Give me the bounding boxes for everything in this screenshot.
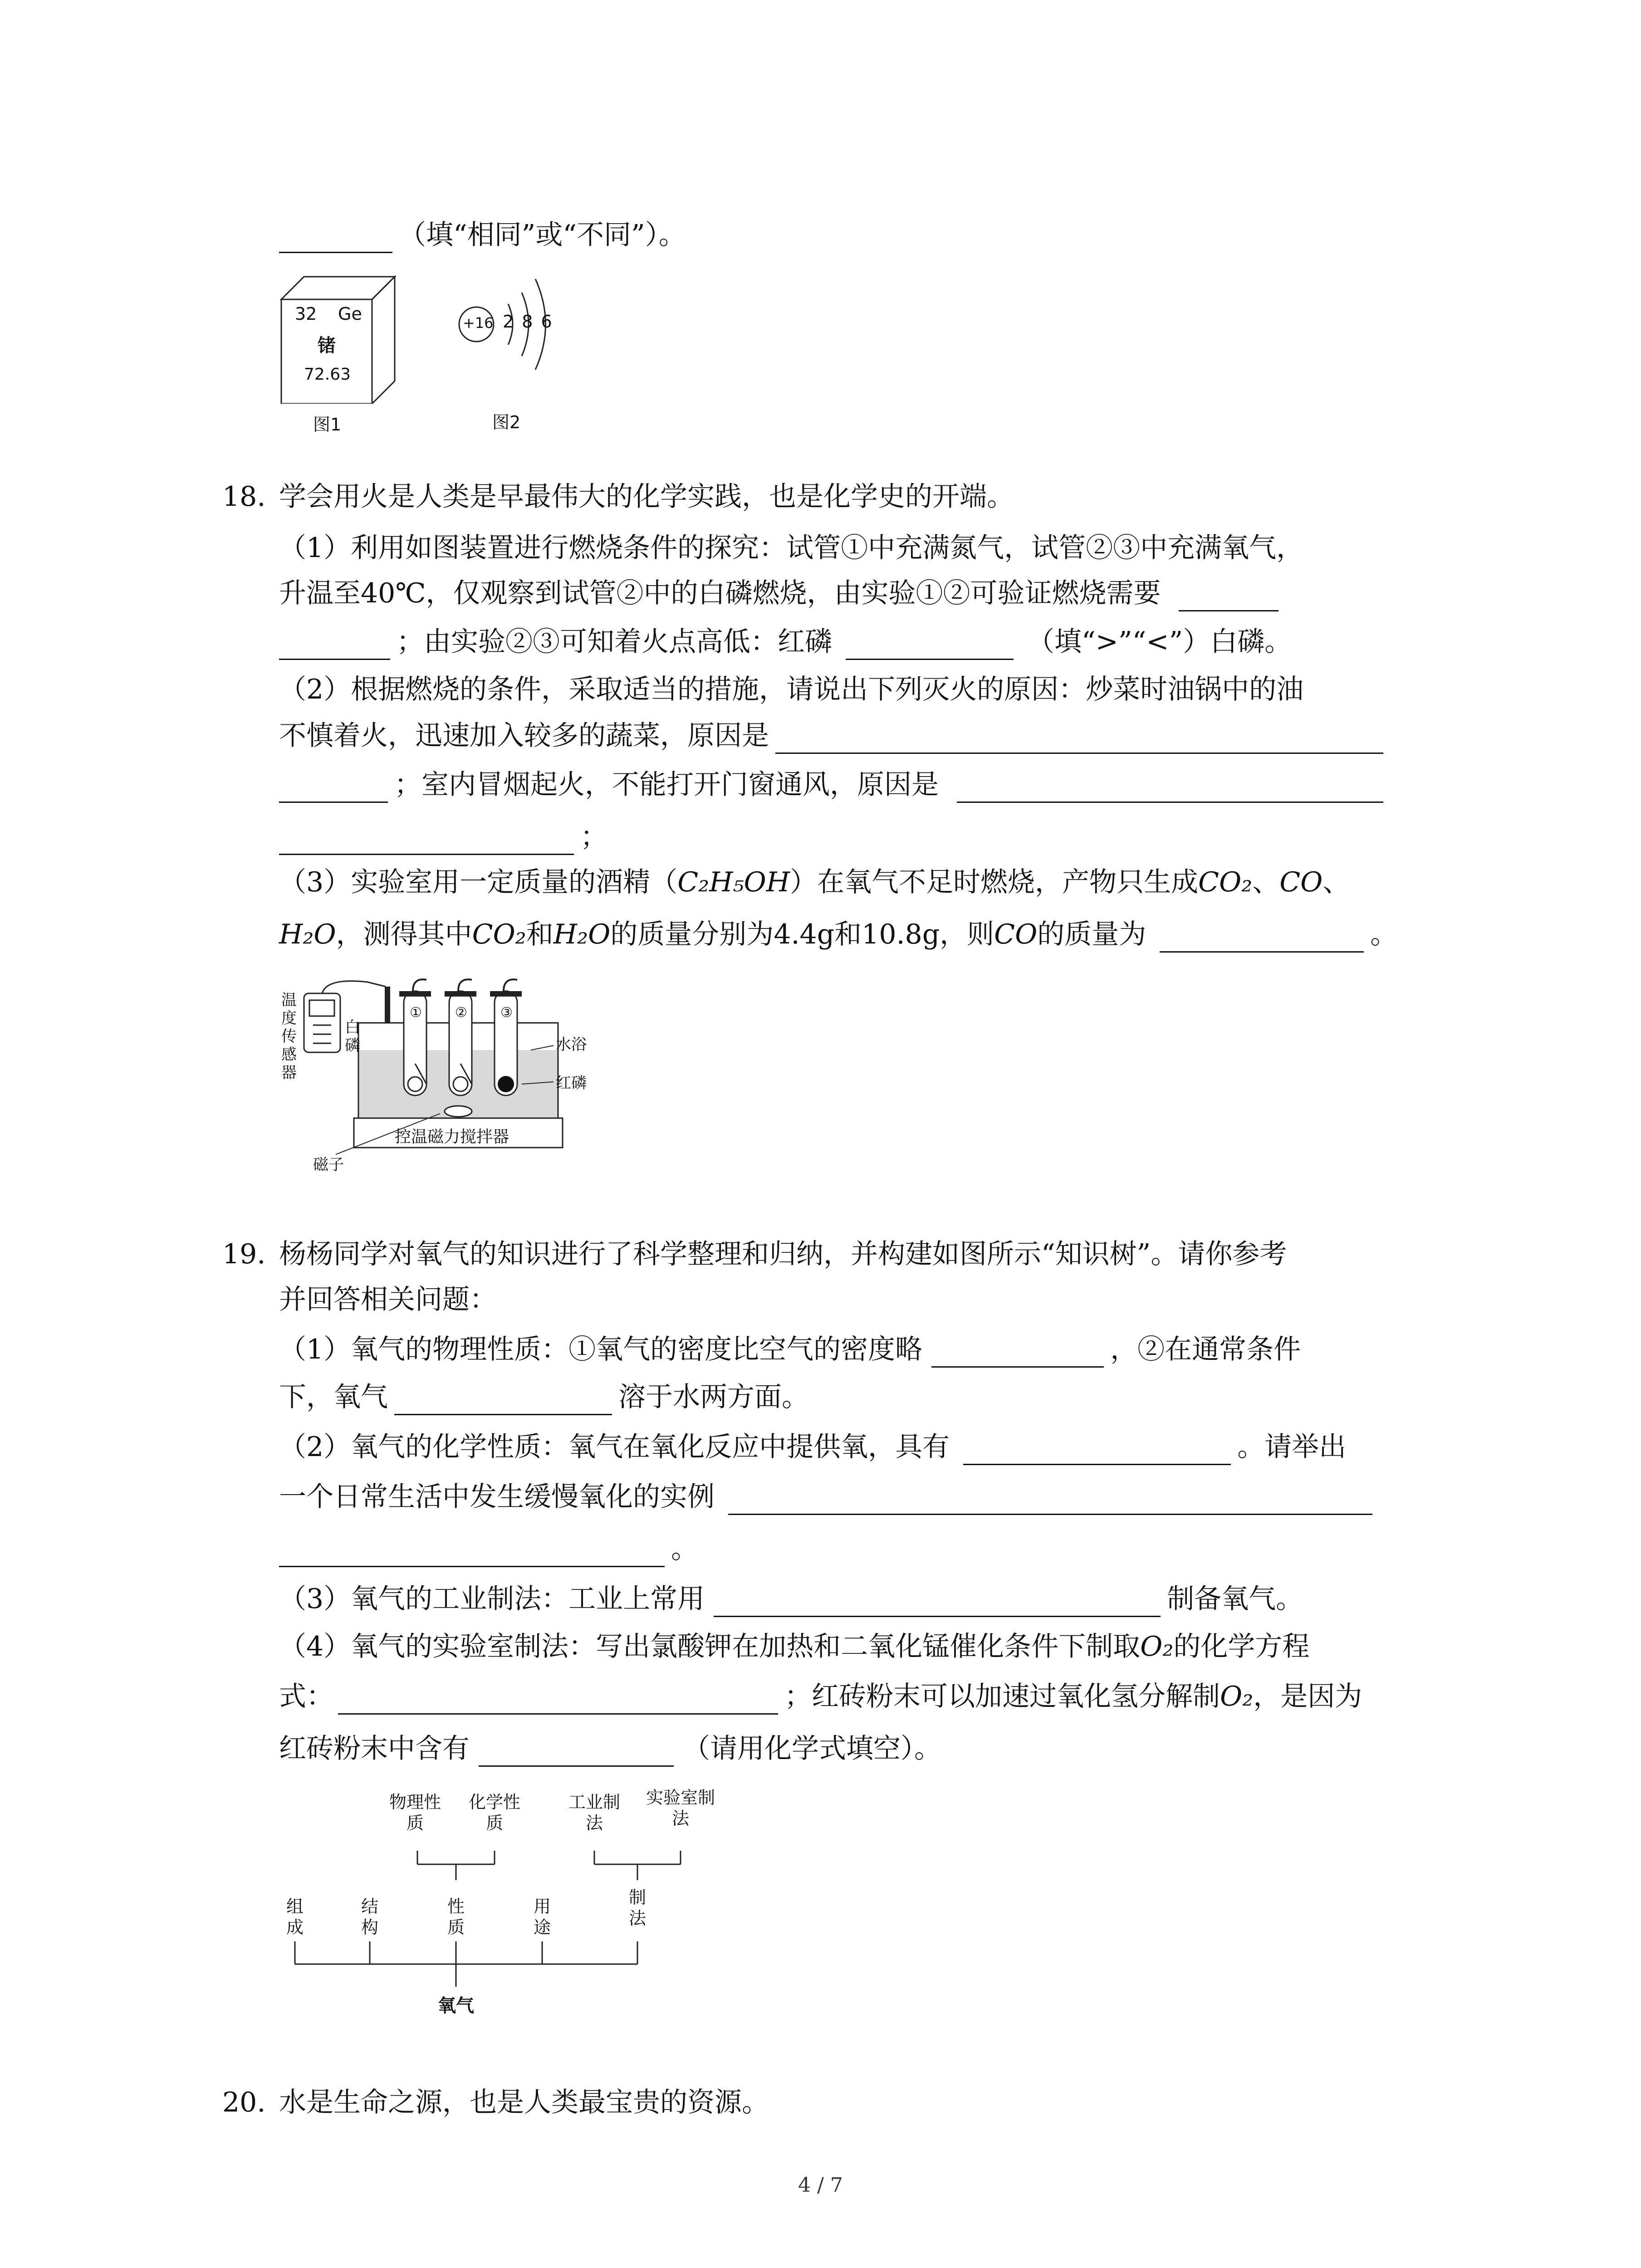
answer-blank[interactable] <box>279 1538 665 1567</box>
tree-root-oxygen: 氧气 <box>438 1995 474 2016</box>
answer-blank[interactable] <box>338 1685 778 1715</box>
q17-figure-2 <box>454 261 572 392</box>
water-bath-label: 水浴 <box>556 1036 587 1054</box>
tube-1-label: ① <box>410 1005 422 1021</box>
electron-shells: 2 8 6 <box>503 312 552 332</box>
answer-blank[interactable] <box>714 1588 1161 1617</box>
q18-p1-line3: ；由实验②③可知着火点高低：红磷 （填“>”“<”）白磷。 <box>279 624 1292 660</box>
magnet-label: 磁子 <box>313 1156 344 1174</box>
page-number: 4 / 7 <box>798 2174 843 2197</box>
answer-blank[interactable] <box>728 1486 1372 1515</box>
answer-blank[interactable] <box>279 224 392 253</box>
q19-p3-line: （3）氧气的工业制法：工业上常用 制备氧气。 <box>279 1581 1303 1617</box>
q20-stem: 水是生命之源，也是人类最宝贵的资源。 <box>279 2087 769 2118</box>
q18-p1-line2: 升温至40℃，仅观察到试管②中的白磷燃烧，由实验①②可验证燃烧需要 <box>279 575 1285 611</box>
answer-blank[interactable] <box>775 724 1383 754</box>
tree-node-use: 用途 <box>533 1897 551 1937</box>
answer-blank[interactable] <box>846 631 1014 660</box>
element-symbol: Ge <box>338 304 362 324</box>
q18-p2-line2: 不慎着火，迅速加入较多的蔬菜，原因是 <box>279 718 1390 754</box>
answer-blank[interactable] <box>957 773 1383 803</box>
q18-p1-line1: （1）利用如图装置进行燃烧条件的探究：试管①中充满氮气，试管②③中充满氧气， <box>279 532 1304 564</box>
answer-blank[interactable] <box>931 1338 1104 1368</box>
q19-p2-line2: 一个日常生活中发生缓慢氧化的实例 <box>279 1479 1379 1515</box>
answer-blank[interactable] <box>279 826 574 855</box>
q19-p4-line2: 式： ；红砖粉末可以加速过氧化氢分解制O₂，是因为 <box>279 1678 1362 1715</box>
q17-figure-1 <box>277 268 399 404</box>
red-phosphorus-label: 红磷 <box>556 1074 587 1092</box>
tree-node-structure: 结构 <box>361 1897 378 1937</box>
white-phosphorus-label: 白磷 <box>345 1018 360 1055</box>
q19-knowledge-tree <box>281 1783 758 2023</box>
q17-blank-line <box>279 217 686 253</box>
q18-p3-line2: H₂O，测得其中CO₂和H₂O的质量分别为4.4g和10.8g，则CO的质量为 。 <box>279 916 1397 953</box>
q19-p2-line3: 。 <box>279 1531 698 1567</box>
tree-node-property: 性质 <box>447 1897 465 1937</box>
tree-node-preparation: 制法 <box>628 1887 646 1928</box>
q18-p2-line3: ；室内冒烟起火，不能打开门窗通风，原因是 <box>279 767 1390 803</box>
q18-p2-line4: ； <box>279 819 607 855</box>
q19-number: 19. <box>222 1238 266 1270</box>
q19-p4-line1: （4）氧气的实验室制法：写出氯酸钾在加热和二氧化锰催化条件下制取O₂的化学方程 <box>279 1631 1310 1662</box>
answer-blank[interactable] <box>279 631 390 660</box>
tree-node-composition: 组成 <box>286 1897 304 1937</box>
figure-1-caption: 图1 <box>313 415 342 435</box>
tree-node-physical: 物理性质 <box>389 1792 441 1833</box>
figure-2-caption: 图2 <box>492 412 521 432</box>
element-number: 32 <box>295 304 317 324</box>
answer-blank[interactable] <box>1160 923 1364 953</box>
tube-3-label: ③ <box>500 1005 513 1021</box>
tree-node-industrial: 工业制法 <box>568 1792 620 1833</box>
q17-instruction: （填“相同”或“不同”）。 <box>399 219 686 251</box>
q18-p3-line1: （3）实验室用一定质量的酒精（C₂H₅OH）在氧气不足时燃烧，产物只生成CO₂、CO、 <box>279 866 1350 898</box>
q18-p2-line1: （2）根据燃烧的条件，采取适当的措施，请说出下列灭火的原因：炒菜时油锅中的油 <box>279 674 1304 705</box>
answer-blank[interactable] <box>1179 582 1279 611</box>
q19-p2-line1: （2）氧气的化学性质：氧气在氧化反应中提供氧，具有 。请举出 <box>279 1429 1346 1465</box>
q19-p1-line1: （1）氧气的物理性质：①氧气的密度比空气的密度略 ，②在通常条件 <box>279 1331 1301 1368</box>
q18-number: 18. <box>222 481 266 513</box>
answer-blank[interactable] <box>479 1737 674 1767</box>
answer-blank[interactable] <box>394 1386 612 1415</box>
tree-node-lab: 实验室制法 <box>646 1788 715 1828</box>
tube-2-label: ② <box>455 1005 467 1021</box>
element-name: 锗 <box>318 335 336 356</box>
answer-blank[interactable] <box>279 773 388 803</box>
formula-ethanol: C₂H₅OH <box>677 866 790 898</box>
q19-stem-line2: 并回答相关问题： <box>279 1284 497 1315</box>
q20-number: 20. <box>222 2087 266 2118</box>
q18-stem: 学会用火是人类是早最伟大的化学实践，也是化学史的开端。 <box>279 481 1014 513</box>
element-mass: 72.63 <box>304 365 351 384</box>
answer-blank[interactable] <box>963 1436 1231 1465</box>
stirrer-label: 控温磁力搅拌器 <box>395 1128 509 1146</box>
nucleus-charge: +16 <box>463 314 494 332</box>
q19-stem-line1: 杨杨同学对氧气的知识进行了科学整理和归纳，并构建如图所示“知识树”。请你参考 <box>279 1238 1287 1270</box>
q18-apparatus-figure <box>277 973 622 1177</box>
tree-node-chemical: 化学性质 <box>468 1792 520 1833</box>
q19-p4-line3: 红砖粉末中含有 （请用化学式填空）。 <box>279 1730 941 1767</box>
q19-p1-line2: 下，氧气 溶于水两方面。 <box>279 1379 809 1415</box>
sensor-label: 温度传感器 <box>281 991 297 1082</box>
